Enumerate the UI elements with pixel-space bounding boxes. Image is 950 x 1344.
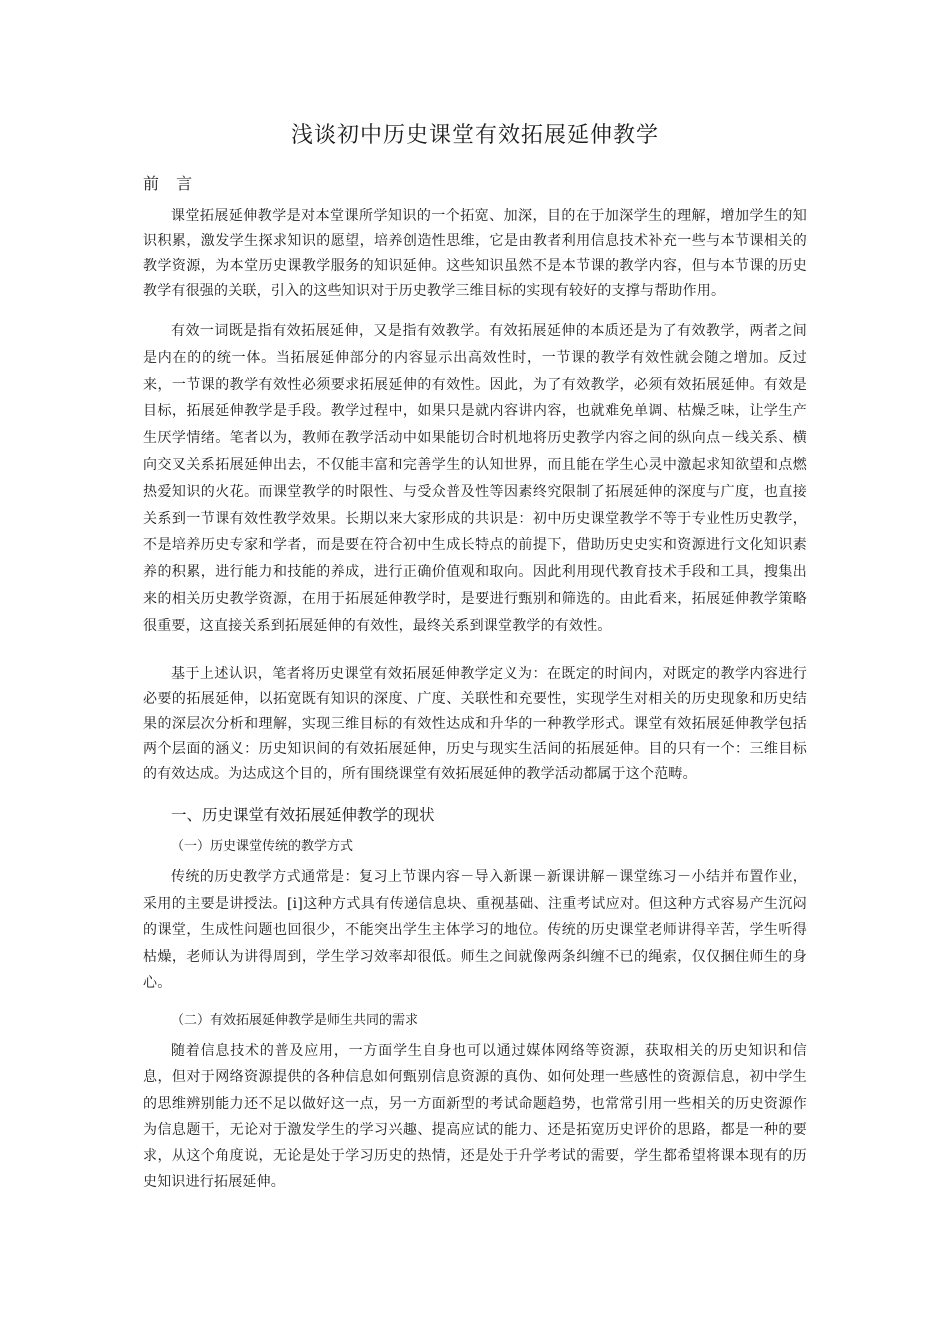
- preface-heading: 前 言: [143, 174, 199, 193]
- subsection-heading-1: （一）历史课堂传统的教学方式: [171, 839, 354, 854]
- subsection-heading-2: （二）有效拓展延伸教学是师生共同的需求: [171, 1013, 419, 1028]
- paragraph-definition: 基于上述认识，笔者将历史课堂有效拓展延伸教学定义为：在既定的时间内，对既定的教学内容进行必要的拓展延伸，以拓宽既有知识的深度、广度、关联性和充要性，实现学生对相关的历史现象和历史结果的深层次分析和理解，实现三维目标的有效性达成和升华的一种教学形式。课堂有效拓展延伸教学包括两个层面的涵义：历史知识间的有效拓展延伸，历史与现实生活间的拓展延伸。目的只有一个：三维目标的有效达成。为达成这个目的，所有围绕课堂有效拓展延伸的教学活动都属于这个范畴。: [143, 666, 807, 782]
- document-title: 浅谈初中历史课堂有效拓展延伸教学: [290, 123, 659, 148]
- paragraph-needs: 随着信息技术的普及应用，一方面学生自身也可以通过媒体网络等资源，获取相关的历史知识和信息，但对于网络资源提供的各种信息如何甄别信息资源的真伪、如何处理一些感性的资源信息，初中学生的思维辨别能力还不足以做好这一点，另一方面新型的考试命题趋势，也常常引用一些相关的历史资源作为信息题干，无论对于激发学生的学习兴趣、提高应试的能力、还是拓宽历史评价的思路，都是一种的要求，从这个角度说，无论是处于学习历史的热情，还是处于升学考试的需要，学生都希望将课本现有的历史知识进行拓展延伸。: [143, 1043, 807, 1191]
- paragraph-effective: 有效一词既是指有效拓展延伸，又是指有效教学。有效拓展延伸的本质还是为了有效教学，两者之间是内在的的统一体。当拓展延伸部分的内容显示出高效性时，一节课的教学有效性就会随之增加。反过来，一节课的教学有效性必须要求拓展延伸的有效性。因此，为了有效教学，必须有效拓展延伸。有效是目标，拓展延伸教学是手段。教学过程中，如果只是就内容讲内容，也就难免单调、枯燥乏味，让学生产生厌学情绪。笔者以为，教师在教学活动中如果能切合时机地将历史教学内容之间的纵向点－线关系、横向交叉关系拓展延伸出去，不仅能丰富和完善学生的认知世界，而且能在学生心灵中激起求知欲望和点燃热爱知识的火花。而课堂教学的时限性、与受众普及性等因素终究限制了拓展延伸的深度与广度，也直接关系到一节课有效性教学效果。长期以来大家形成的共识是：初中历史课堂教学不等于专业性历史教学，不是培养历史专家和学者，而是要在符合初中生成长特点的前提下，借助历史史实和资源进行文化知识素养的积累，进行能力和技能的养成，进行正确价值观和取向。因此利用现代教育技术手段和工具，搜集出来的相关历史教学资源，在用于拓展延伸教学时，是要进行甄别和筛选的。由此看来，拓展延伸教学策略很重要，这直接关系到拓展延伸的有效性，最终关系到课堂教学的有效性。: [143, 323, 807, 634]
- paragraph-intro: 课堂拓展延伸教学是对本堂课所学知识的一个拓宽、加深，目的在于加深学生的理解，增加学生的知识积累，激发学生探求知识的愿望，培养创造性思维，它是由教者利用信息技术补充一些与本节课相关的教学资源，为本堂历史课教学服务的知识延伸。这些知识虽然不是本节课的教学内容，但与本节课的历史教学有很强的关联，引入的这些知识对于历史教学三维目标的实现有较好的支撑与帮助作用。: [143, 208, 807, 299]
- paragraph-traditional: 传统的历史教学方式通常是：复习上节课内容－导入新课－新课讲解－课堂练习－小结并布置作业，采用的主要是讲授法。[i]这种方式具有传递信息块、重视基础、注重考试应对。但这种方式容易产生沉闷的课堂，生成性问题也回很少，不能突出学生主体学习的地位。传统的历史课堂老师讲得辛苦，学生听得枯燥，老师认为讲得周到，学生学习效率却很低。师生之间就像两条纠缠不已的绳索，仅仅捆住师生的身心。: [143, 869, 807, 991]
- section-heading-1: 一、历史课堂有效拓展延伸教学的现状: [171, 806, 435, 824]
